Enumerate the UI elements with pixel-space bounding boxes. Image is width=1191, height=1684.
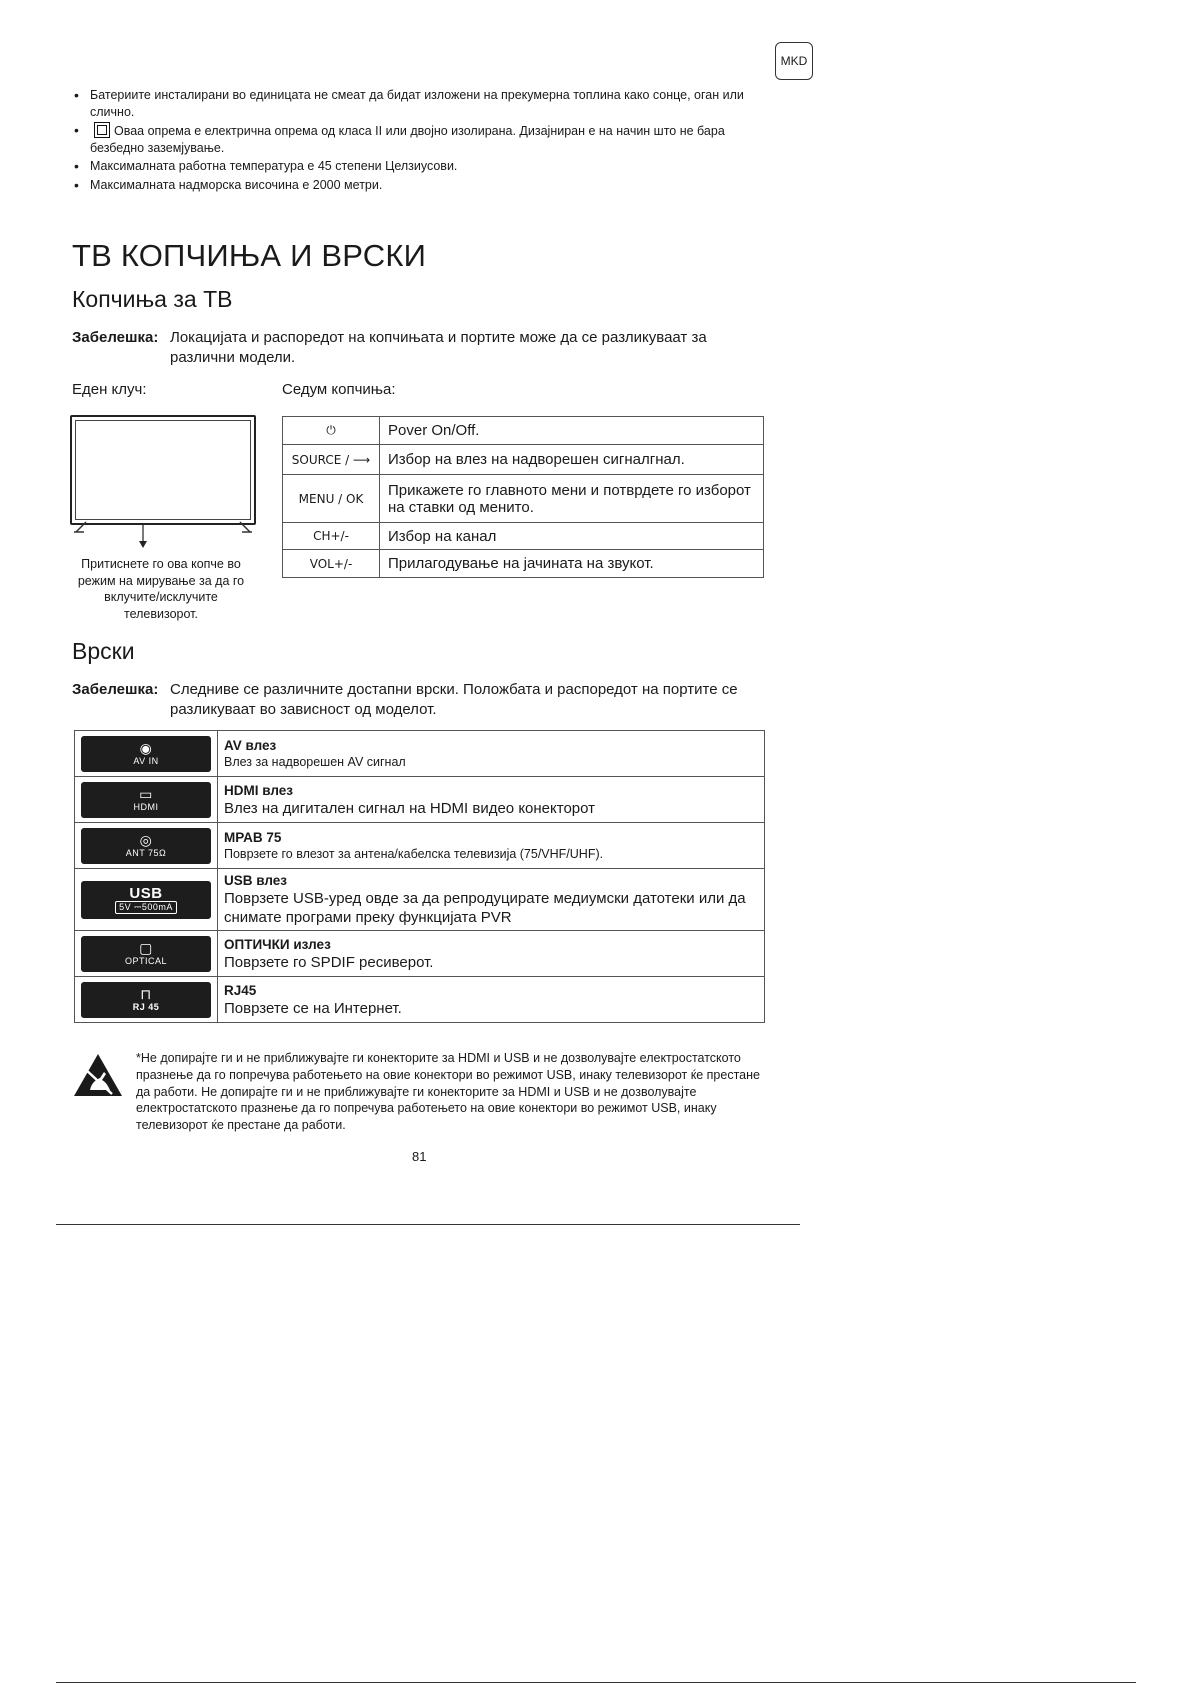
key-description: Избор на канал — [380, 523, 764, 550]
table-row — [75, 823, 765, 869]
key-description: Pover On/Off. — [380, 417, 764, 445]
key-description: Избор на влез на надворешен сигналгнал. — [380, 445, 764, 475]
optical-port-icon: ▢ OPTICAL — [81, 936, 211, 972]
tv-illustration — [70, 415, 256, 525]
bullet-item: • Батериите инсталирани во единицата не смеат да бидат изложени на прекумерна топлина како сонце, оган или слично. — [72, 87, 762, 120]
key-label: MENU / OK — [283, 475, 380, 523]
safety-bullet-list — [72, 87, 762, 195]
table-row — [75, 731, 765, 777]
port-description: Влез за надворешен AV сигнал — [224, 755, 406, 769]
bottom-divider — [56, 1682, 1136, 1683]
port-description: Поврзете го SPDIF ресиверот. — [224, 953, 434, 971]
port-description: Поврзете го влезот за антена/кабелска телевизија (75/VHF/UHF). — [224, 847, 604, 861]
note-label: Забелешка: — [72, 681, 159, 698]
bullet-item — [72, 122, 762, 156]
hdmi-port-icon: ▭ HDMI — [81, 782, 211, 818]
port-title: HDMI влез — [224, 782, 293, 798]
key-label: SOURCE / ⟶ — [283, 445, 380, 475]
port-title: ОПТИЧКИ излез — [224, 936, 331, 952]
connections-heading: Врски — [72, 638, 135, 664]
power-icon: ⏻ — [283, 417, 380, 445]
bullet-text: Оваа опрема е електрична опрема од класа II или двојно изолирана. Дизајниран е на начин што не бара безбедно заземјување. — [90, 124, 725, 155]
table-row — [75, 777, 765, 823]
horizontal-divider — [56, 1224, 800, 1225]
port-title: МРАВ 75 — [224, 830, 282, 845]
usb-port-icon: USB 5V ⎓500mA — [81, 881, 211, 919]
table-row — [75, 931, 765, 977]
table-row — [283, 475, 764, 523]
note-label: Забелешка: — [72, 329, 159, 346]
key-label: CH+/- — [283, 523, 380, 550]
table-row — [283, 417, 764, 445]
port-description: Влез на дигитален сигнал на HDMI видео конекторот — [224, 799, 596, 817]
port-description: Поврзете USB-уред овде за да репродуцирате медиумски датотеки или да снимате програми преку функцијата PVR — [224, 890, 746, 926]
esd-warning-icon — [72, 1052, 124, 1098]
antenna-port-icon: ◎ ANT 75Ω — [81, 828, 211, 864]
seven-keys-label: Седум копчиња: — [282, 381, 396, 398]
buttons-note — [72, 328, 772, 367]
esd-warning-text: *Не допирајте ги и не приближувајте ги конекторите за HDMI и USB и не дозволувајте електростатското празнење да го попречува работењето на овие конектори во режимот USB, инаку телевизорот ќе престане да работи. Не допирајте ги и не приближувајте ги конекторите за HDMI и USB и не дозволувајте електростатското празнење да го попречува работењето на овие конектори во режимот USB, инаку телевизорот ќе престане да работи. — [136, 1051, 760, 1133]
keys-table — [282, 416, 764, 578]
table-row — [283, 445, 764, 475]
key-label: VOL+/- — [283, 550, 380, 578]
table-row — [283, 550, 764, 578]
port-title: AV влез — [224, 738, 277, 753]
tv-stand-and-arrow — [70, 520, 260, 550]
port-description: Поврзете се на Интернет. — [224, 999, 402, 1017]
av-in-port-icon: ◉ AV IN — [81, 736, 211, 772]
language-badge: MKD — [775, 42, 813, 80]
key-description: Прикажете го главното мени и потврдете го изборот на ставки од менито. — [380, 475, 764, 523]
port-title: RJ45 — [224, 982, 257, 998]
table-row — [75, 977, 765, 1023]
table-row — [283, 523, 764, 550]
table-row — [75, 869, 765, 931]
buttons-heading: Копчиња за ТВ — [72, 286, 233, 312]
bullet-item: • Максималната работна температура е 45 степени Целзиусови. — [72, 158, 762, 175]
page-number: 81 — [412, 1149, 427, 1164]
connections-note — [72, 680, 772, 719]
connections-table — [74, 730, 765, 1023]
section-title: ТВ КОПЧИЊА И ВРСКИ — [72, 238, 427, 273]
double-insulation-icon — [94, 122, 110, 138]
key-description: Прилагодување на јачината на звукот. — [380, 550, 764, 578]
note-text: Локацијата и распоредот на копчињата и портите може да се разликуваат за различни модели. — [170, 329, 707, 366]
tv-caption: Притиснете го ова копче во режим на мирување за да го вклучите/исклучите телевизорот. — [77, 557, 245, 621]
port-title: USB влез — [224, 873, 287, 888]
rj45-port-icon: ⊓ RJ 45 — [81, 982, 211, 1018]
one-key-label: Еден клуч: — [72, 381, 147, 398]
bullet-item: • Максималната надморска височина е 2000 метри. — [72, 177, 762, 194]
note-text: Следниве се различните достапни врски. Положбата и распоредот на портите се разликуваат во зависност од моделот. — [170, 681, 738, 718]
